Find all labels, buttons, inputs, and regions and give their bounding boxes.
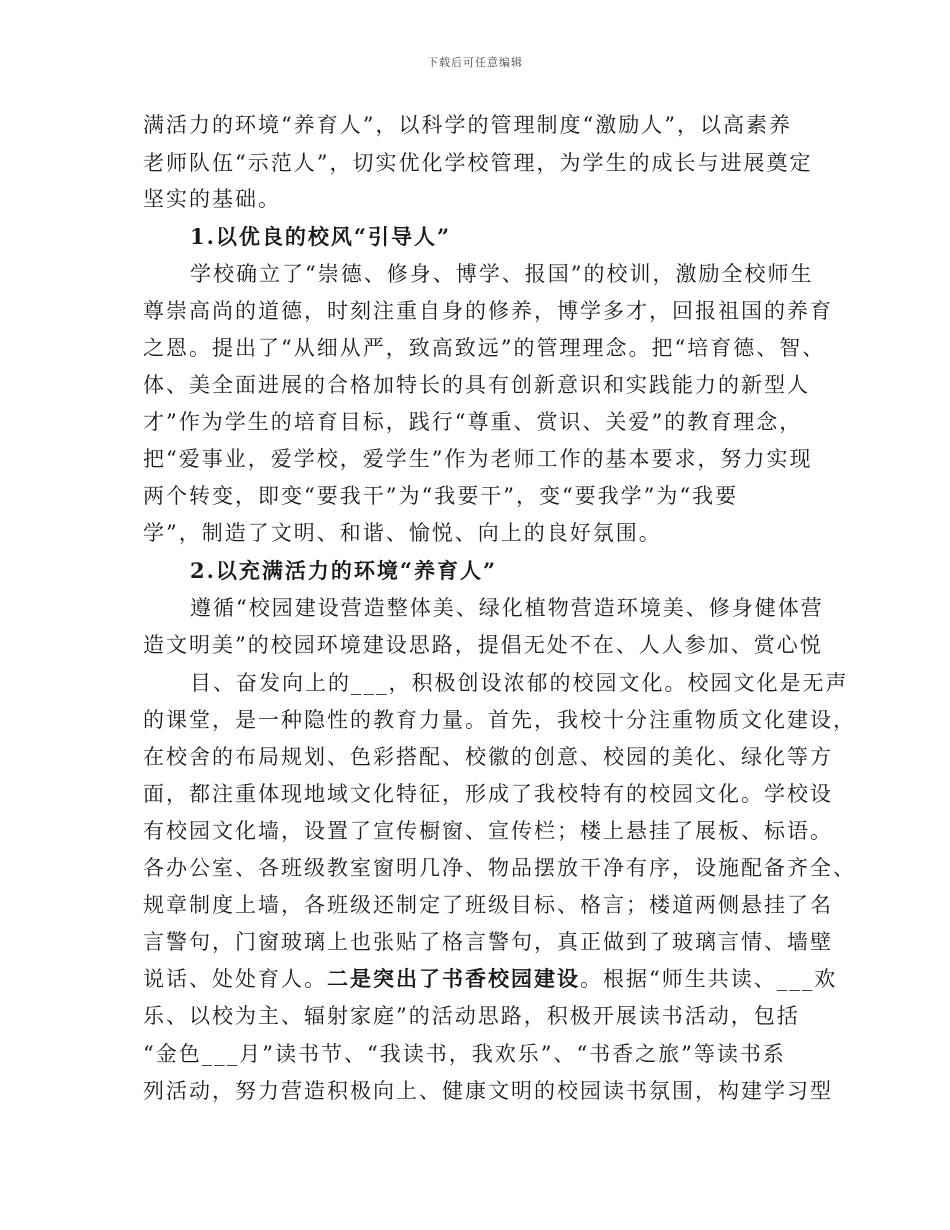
body-line: 面，都注重体现地域文化特征，形成了我校特有的校园文化。学校设 [143,782,833,806]
section-heading: 1.以优良的校风“引导人” [190,224,452,249]
body-line: 之恩。提出了“从细从严，致高致远”的管理理念。把“培育德、智、 [143,336,826,360]
body-line: “金色___月”读书节、“我读书，我欢乐”、“书香之旅”等读书系 [143,1042,786,1066]
body-line: 遵循“校园建设营造整体美、绿化植物营造环境美、修身健体营 [190,596,824,620]
body-line: 学校确立了“崇德、修身、博学、报国”的校训，激励全校师生 [190,262,814,286]
body-line: 乐、以校为主、辐射家庭”的活动思路，积极开展读书活动，包括 [143,1004,800,1028]
section-heading: 2.以充满活力的环境“养育人” [190,558,498,583]
body-line: 满活力的环境“养育人”，以科学的管理制度“激励人”，以高素养 [143,113,792,137]
body-line: 老师队伍“示范人”，切实优化学校管理，为学生的成长与进展奠定 [143,151,813,175]
body-line: 言警句，门窗玻璃上也张贴了格言警句，真正做到了玻璃言情、墙壁 [143,930,833,954]
body-text: 。根据“师生共读、___欢 [580,967,838,991]
page-header: 下载后可任意编辑 [427,56,523,69]
bold-phrase: 二是突出了书香校园建设 [327,966,580,991]
body-line: 在校舍的布局规划、色彩搭配、校徽的创意、校园的美化、绿化等方 [143,745,833,769]
body-line: 造文明美”的校园环境建设思路，提倡无处不在、人人参加、赏心悦 [143,633,823,657]
body-line: 才”作为学生的培育目标，践行“尊重、赏识、关爱”的教育理念， [143,410,803,434]
body-line: 体、美全面进展的合格加特长的具有创新意识和实践能力的新型人 [143,373,810,397]
body-line: 把“爱事业，爱学校，爱学生”作为老师工作的基本要求，努力实现 [143,447,813,471]
body-line: 列活动，努力营造积极向上、健康文明的校园读书氛围，构建学习型 [143,1079,833,1103]
body-text: 说话、处处育人。 [143,967,327,991]
body-line: 有校园文化墙，设置了宣传橱窗、宣传栏；楼上悬挂了展板、标语。 [143,819,833,843]
body-line: 各办公室、各班级教室窗明几净、物品摆放干净有序，设施配备齐全、 [143,856,856,880]
body-line: 的课堂，是一种隐性的教育力量。首先，我校十分注重物质文化建设， [143,708,856,732]
body-line: 学”，制造了文明、和谐、愉悦、向上的良好氛围。 [143,521,662,545]
body-line: 目、奋发向上的___，积极创设浓郁的校园文化。校园文化是无声 [190,671,849,695]
body-line: 规章制度上墙，各班级还制定了班级目标、格言；楼道两侧悬挂了名 [143,893,833,917]
body-line: 尊崇高尚的道德，时刻注重自身的修养，博学多才，回报祖国的养育 [143,299,833,323]
body-line: 坚实的基础。 [143,187,281,211]
body-line: 两个转变，即变“要我干”为“我要干”，变“要我学”为“我要 [143,484,739,508]
body-line [143,965,837,993]
